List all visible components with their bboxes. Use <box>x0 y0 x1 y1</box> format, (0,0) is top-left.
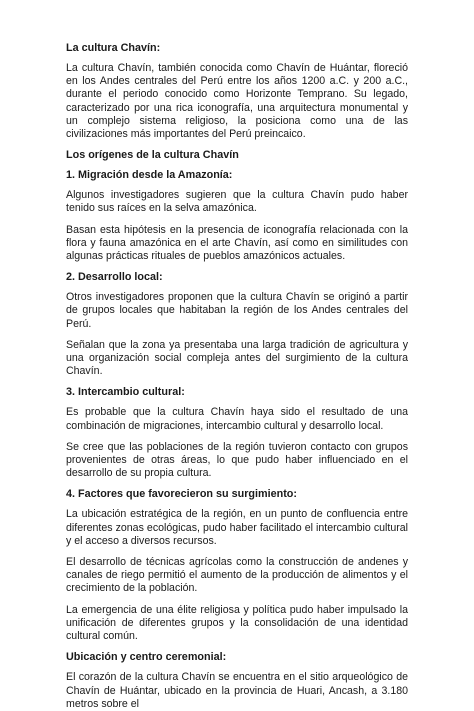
factors-paragraph-1: La ubicación estratégica de la región, en un punto de confluencia entre diferentes zonas ecológicas, pudo haber facilitado el intercambio cultural y el acceso a diversos recursos. <box>66 508 408 547</box>
migration-paragraph-1: Algunos investigadores sugieren que la cultura Chavín pudo haber tenido sus raíces en la selva amazónica. <box>66 189 408 215</box>
factors-paragraph-3: La emergencia de una élite religiosa y política pudo haber impulsado la unificación de diferentes grupos y la consolidación de una identidad cultural común. <box>66 603 408 643</box>
cultural-exchange-paragraph-1: Es probable que la cultura Chavín haya sido el resultado de una combinación de migraciones, intercambio cultural y desarrollo local. <box>66 406 408 432</box>
migration-paragraph-2: Basan esta hipótesis en la presencia de iconografía relacionada con la flora y fauna amazónica en el arte Chavín, así como en similitudes con algunas prácticas rituales de pueblos amazónicos actuales. <box>66 223 408 263</box>
local-development-paragraph-1: Otros investigadores proponen que la cultura Chavín se originó a partir de grupos locales que habitaban la región de los Andes centrales del Perú. <box>66 291 408 330</box>
section-heading-migration: 1. Migración desde la Amazonía: <box>66 169 233 182</box>
section-heading-location: Ubicación y centro ceremonial: <box>66 651 227 664</box>
section-heading-factors: 4. Factores que favorecieron su surgimiento: <box>66 488 297 501</box>
document-title: La cultura Chavín: <box>66 42 161 54</box>
section-heading-local-development: 2. Desarrollo local: <box>66 271 163 284</box>
location-paragraph-1: El corazón de la cultura Chavín se encuentra en el sitio arqueológico de Chavín de Huántar, ubicado en la provincia de Huari, Ancash, a 3.180 metros sobre el <box>66 671 408 710</box>
factors-paragraph-2: El desarrollo de técnicas agrícolas como la construcción de andenes y canales de riego permitió el aumento de la producción de alimentos y el crecimiento de la población. <box>66 556 408 595</box>
origins-heading: Los orígenes de la cultura Chavín <box>66 149 239 162</box>
section-heading-cultural-exchange: 3. Intercambio cultural: <box>66 386 185 399</box>
intro-paragraph: La cultura Chavín, también conocida como Chavín de Huántar, floreció en los Andes centrales del Perú entre los años 1200 a.C. y 200 a.C., durante el periodo conocido como Horizonte Temprano. Su legado, caracterizado por una rica iconografía, una arquitectura monumental y un complejo sistema religioso, la posiciona como una de las civilizaciones más importantes del Perú preincaico. <box>66 62 408 141</box>
cultural-exchange-paragraph-2: Se cree que las poblaciones de la región tuvieron contacto con grupos provenientes de otras áreas, lo que pudo haber influenciado en el desarrollo de su propia cultura. <box>66 440 408 480</box>
local-development-paragraph-2: Señalan que la zona ya presentaba una larga tradición de agricultura y una organización social compleja antes del surgimiento de la cultura Chavín. <box>66 338 408 378</box>
